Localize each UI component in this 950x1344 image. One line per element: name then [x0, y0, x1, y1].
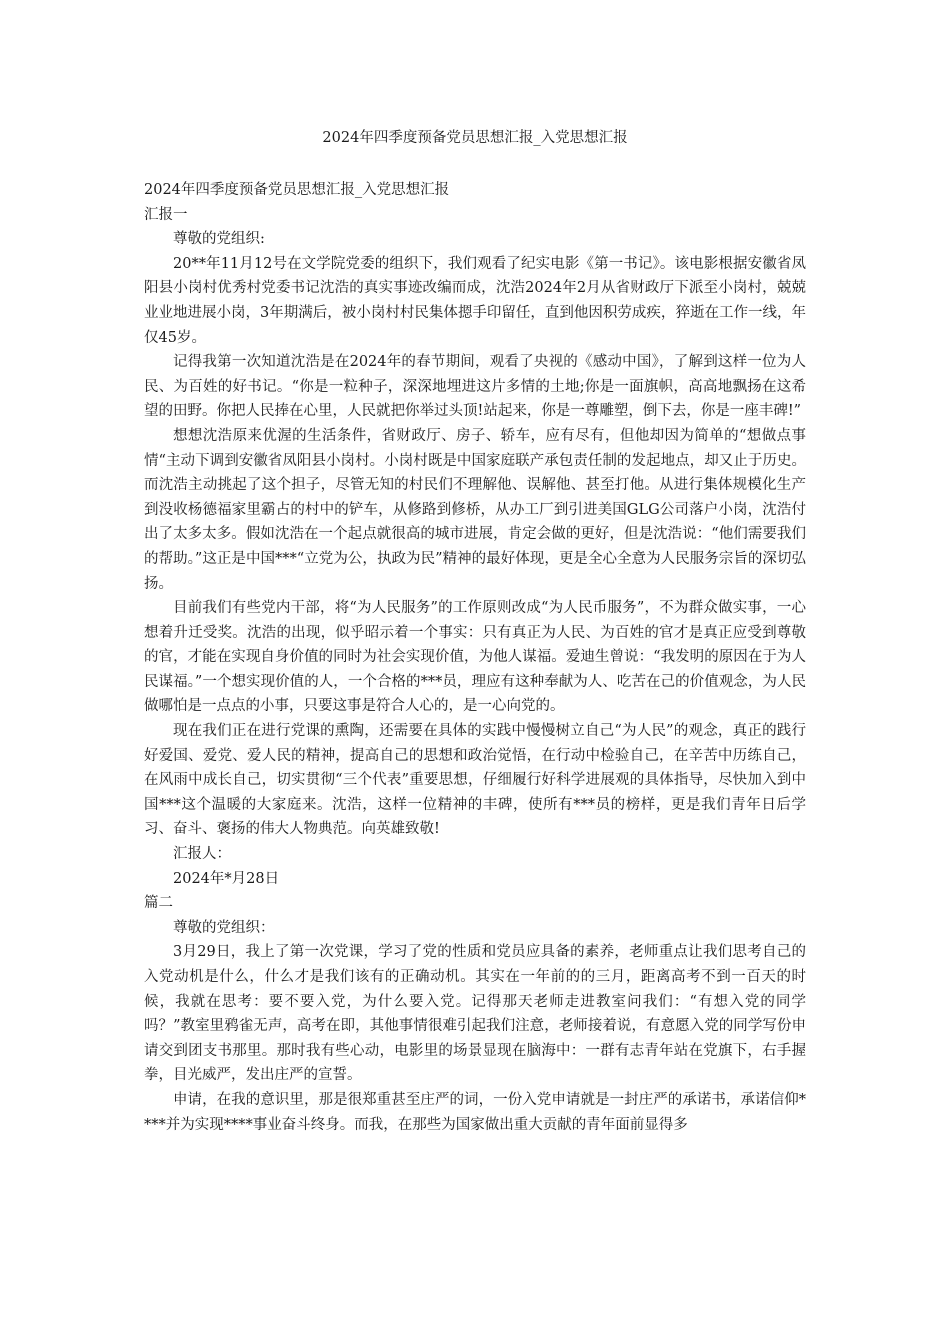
report1-paragraph: 现在我们正在进行党课的熏陶，还需要在具体的实践中慢慢树立自己“为人民”的观念，真正的践行好爱国、爱党、爱人民的精神，提高自己的思想和政治觉悟，在行动中检验自己，在辛苦中历练自己，在风雨中成长自己，切实贯彻“三个代表”重要思想，仔细履行好科学进展观的具体指导，尽快加入到中国***这个温暖的大家庭来。沈浩，这样一位精神的丰碑，使所有***员的榜样，更是我们青年日后学习、奋斗、褒扬的伟大人物典范。向英雄致敬! [144, 723, 806, 838]
document-title: 2024年四季度预备党员思想汇报_入党思想汇报 [322, 130, 628, 146]
report2-heading: 篇二 [144, 895, 173, 912]
report1-signature: 汇报人： [173, 846, 231, 863]
report1-date: 2024年*月28日 [173, 870, 280, 887]
report1-paragraph: 20**年11月12号在文学院党委的组织下，我们观看了纪实电影《第一书记》。该电影根据安徽省凤阳县小岗村优秀村党委书记沈浩的真实事迹改编而成，沈浩2024年2月从省财政厅下派至小岗村，兢兢业业地进展小岗，3年期满后，被小岗村村民集体摁手印留任，直到他因积劳成疾，猝逝在工作一线，年仅45岁。 [144, 255, 806, 346]
document-subtitle: 2024年四季度预备党员思想汇报_入党思想汇报 [144, 182, 450, 198]
report1-paragraph: 想想沈浩原来优渥的生活条件，省财政厅、房子、轿车，应有尽有，但他却因为简单的“想做点事情“主动下调到安徽省凤阳县小岗村。小岗村既是中国家庭联产承包责任制的发起地点，却又止于历史。而沈浩主动挑起了这个担子，尽管无知的村民们不理解他、误解他、甚至打他。从进行集体规模化生产到没收杨德福家里霸占的村中的铲车，从修路到修桥，从办工厂到引进美国GLG公司落户小岗，沈浩付出了太多太多。假如沈浩在一个起点就很高的城市进展，肯定会做的更好，但是沈浩说：“他们需要我们的帮助。”这正是中国***“立党为公，执政为民”精神的最好体现，更是全心全意为人民服务宗旨的深切弘扬。 [144, 427, 806, 592]
report2-paragraph: 3月29日，我上了第一次党课，学习了党的性质和党员应具备的素养，老师重点让我们思考自己的入党动机是什么，什么才是我们该有的正确动机。其实在一年前的的三月，距离高考不到一百天的时候，我就在思考：要不要入党，为什么要入党。记得那天老师走进教室问我们：“有想入党的同学吗？”教室里鸦雀无声，高考在即，其他事情很难引起我们注意，老师接着说，有意愿入党的同学写份申请交到团支书那里。那时我有些心动，电影里的场景显现在脑海中：一群有志青年站在党旗下，右手握拳，目光威严，发出庄严的宣誓。 [144, 944, 806, 1084]
report1-salutation: 尊敬的党组织: [173, 231, 265, 248]
report2-paragraph: 申请，在我的意识里，那是很郑重甚至庄严的词，一份入党申请就是一封庄严的承诺书，承诺信仰****并为实现****事业奋斗终身。而我，在那些为国家做出重大贡献的青年面前显得多 [144, 1091, 806, 1133]
report1-paragraph: 记得我第一次知道沈浩是在2024年的春节期间，观看了央视的《感动中国》，了解到这样一位为人民、为百姓的好书记。“你是一粒种子，深深地埋进这片多情的土地;你是一面旗帜，高高地飘扬在这希望的田野。你把人民捧在心里，人民就把你举过头顶!站起来，你是一尊雕塑，倒下去，你是一座丰碑!” [144, 354, 806, 420]
document-body [144, 178, 806, 1137]
report1-paragraph: 目前我们有些党内干部，将“为人民服务”的工作原则改成“为人民币服务”，不为群众做实事，一心想着升迁受奖。沈浩的出现，似乎昭示着一个事实：只有真正为人民、为百姓的官才是真正应受到尊敬的官，才能在实现自身价值的同时为社会实现价值，为他人谋福。爱迪生曾说：“我发明的原因在于为人民谋福。”一个想实现价值的人，一个合格的***员，理应有这种奉献为人、吃苦在己的价值观念，为人民做哪怕是一点点的小事，只要这事是符合人心的，是一心向党的。 [144, 600, 806, 715]
report1-heading: 汇报一 [144, 206, 188, 223]
report2-salutation: 尊敬的党组织： [173, 919, 275, 936]
